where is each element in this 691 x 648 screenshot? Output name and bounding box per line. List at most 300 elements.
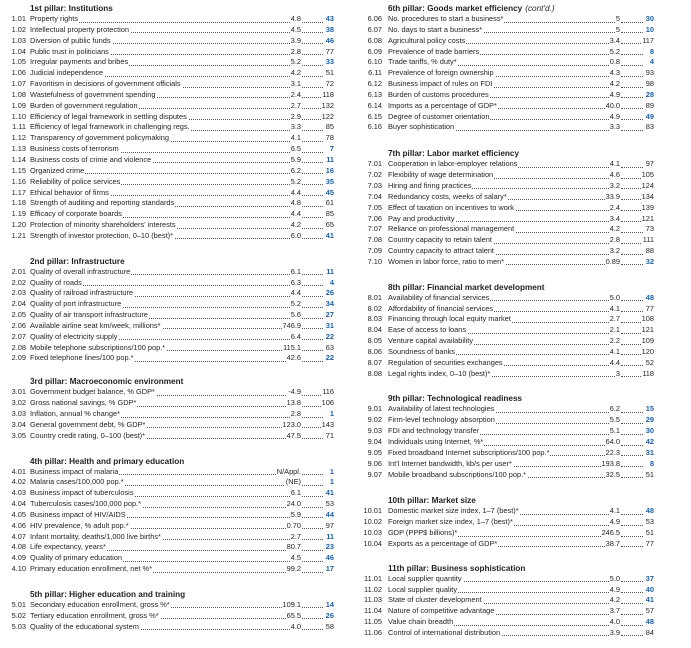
indicator-rank: 32 [645, 256, 654, 266]
indicator-row [0, 112, 340, 123]
indicator-row [356, 426, 686, 437]
indicator-value: 2.4 [290, 89, 301, 99]
indicator-code: 1.12 [11, 133, 26, 143]
pillar-section [0, 3, 340, 242]
rank-leader-dots [302, 206, 323, 207]
indicator-code: 8.08 [367, 368, 382, 378]
indicator-rank: 46 [325, 35, 334, 45]
indicator-rank: 57 [645, 606, 654, 616]
rank-leader-dots [302, 496, 323, 497]
indicator-value: 5.2 [609, 46, 620, 56]
indicator-label: Efficacy of corporate boards [30, 209, 122, 219]
indicator-value: 4.1 [609, 346, 620, 356]
indicator-code: 10.02 [363, 517, 382, 527]
indicator-value: 6.4 [290, 331, 301, 341]
indicator-row [0, 387, 340, 398]
pillar-section [0, 589, 340, 633]
indicator-value: 2.8 [290, 46, 301, 56]
indicator-code: 3.03 [11, 409, 26, 418]
indicator-rank: 134 [641, 191, 654, 201]
indicator-value: 4.9 [609, 584, 620, 594]
indicator-label: GDP (PPP$ billions)* [388, 528, 458, 538]
indicator-code: 1.09 [11, 100, 26, 110]
indicator-rank: 4 [329, 277, 334, 287]
indicator-label: Buyer sophistication [388, 122, 455, 132]
indicator-value: 4.8 [290, 14, 301, 23]
indicator-label: Agricultural policy costs [388, 35, 466, 45]
indicator-row [356, 235, 686, 246]
indicator-row [356, 36, 686, 47]
indicator-rank: 26 [325, 610, 334, 620]
indicator-label: Regulation of securities exchanges [388, 357, 503, 367]
rank-leader-dots [302, 43, 323, 44]
indicator-label: State of cluster development [388, 595, 482, 605]
indicator-rank: 4 [649, 57, 654, 67]
rank-leader-dots [621, 423, 643, 424]
indicator-rank: 77 [645, 303, 654, 313]
indicator-value: 0.8 [609, 57, 620, 67]
indicator-row [356, 606, 686, 617]
indicator-code: 11.02 [364, 584, 382, 594]
indicator-row [0, 198, 340, 209]
indicator-row [0, 231, 340, 242]
indicator-code: 8.05 [367, 336, 382, 346]
indicator-row [0, 600, 340, 611]
rank-leader-dots [302, 32, 323, 33]
indicator-value: 4.4 [290, 288, 301, 298]
indicator-code: 1.05 [11, 57, 26, 67]
indicator-label: Country credit rating, 0–100 (best)* [30, 430, 146, 440]
indicator-row [0, 25, 340, 36]
indicator-label: Fixed broadband Internet subscriptions/100 pop.* [388, 447, 550, 457]
rank-leader-dots [621, 536, 643, 537]
indicator-label: No. procedures to start a business* [388, 14, 504, 23]
indicator-value: 5.2 [290, 299, 301, 309]
indicator-value: 4.5 [290, 24, 301, 34]
indicator-label: Business impact of rules on FDI [388, 79, 493, 89]
indicator-rank: 85 [325, 122, 334, 132]
indicator-value: 6.3 [290, 277, 301, 287]
indicator-code: 1.11 [12, 122, 26, 132]
indicator-label: FDI and technology transfer [388, 426, 480, 436]
indicator-value: 5.5 [609, 415, 620, 425]
indicator-value: 4.4 [609, 357, 620, 367]
indicator-value: 33.9 [605, 191, 620, 201]
indicator-code: 1.04 [11, 46, 26, 56]
indicator-code: 6.10 [367, 57, 382, 67]
indicator-value: 2.9 [290, 111, 301, 121]
indicator-label: Available airline seat km/week, millions* [30, 320, 161, 330]
indicator-code: 4.03 [11, 488, 26, 498]
indicator-code: 1.08 [11, 89, 26, 99]
pillar-title-text: 1st pillar: Institutions [30, 4, 113, 13]
indicator-rank: 22 [325, 331, 334, 341]
indicator-label: Local supplier quality [388, 584, 458, 594]
indicator-rank: 88 [645, 246, 654, 256]
indicator-label: Reliability of police services [30, 176, 121, 186]
indicator-row [0, 332, 340, 343]
indicator-row [356, 585, 686, 596]
rank-leader-dots [302, 173, 323, 174]
indicator-value: 4.2 [290, 68, 301, 78]
indicator-row [356, 336, 686, 347]
indicator-label: Control of international distribution [388, 627, 501, 637]
indicator-code: 2.08 [11, 342, 26, 352]
indicator-rank: 29 [645, 415, 654, 425]
indicator-row [356, 246, 686, 257]
indicator-rank: 1 [329, 409, 334, 418]
indicator-label: Quality of overall infrastructure [30, 266, 131, 276]
rank-leader-dots [302, 629, 323, 630]
indicator-code: 9.07 [367, 469, 382, 479]
pillar-section [356, 3, 686, 133]
pillar-title-text: 4th pillar: Health and primary education [30, 456, 185, 466]
indicator-row [356, 170, 686, 181]
pillar-title-text: 10th pillar: Market size [388, 496, 476, 506]
indicator-code: 7.06 [367, 213, 382, 223]
indicator-row [0, 47, 340, 58]
indicator-code: 10.04 [363, 538, 382, 548]
indicator-rank: 121 [641, 213, 654, 223]
indicator-value: 3.4 [609, 35, 620, 45]
rank-leader-dots [621, 466, 643, 467]
indicator-value: 4.1 [609, 159, 620, 169]
indicator-rank: 73 [645, 224, 654, 234]
indicator-label: General government debt, % GDP* [30, 419, 146, 429]
indicator-code: 2.05 [11, 310, 26, 320]
indicator-row [0, 611, 340, 622]
indicator-rank: 41 [325, 230, 334, 240]
indicator-code: 4.06 [11, 520, 26, 530]
indicator-label: Effect of taxation on incentives to work [388, 202, 514, 212]
indicator-row [356, 25, 686, 36]
indicator-rank: 44 [325, 509, 334, 519]
indicator-label: Ease of access to loans [388, 325, 467, 335]
right-column [356, 0, 686, 639]
indicator-label: Malaria cases/100,000 pop.* [30, 477, 124, 487]
rank-leader-dots [621, 603, 643, 604]
indicator-value: 193.8 [601, 458, 620, 468]
indicator-value: 65.5 [286, 610, 301, 620]
indicator-rank: 109 [641, 336, 654, 346]
indicator-code: 5.02 [11, 610, 26, 620]
indicator-value: 2.1 [609, 325, 620, 335]
indicator-code: 7.03 [367, 180, 382, 190]
indicator-label: Tuberculosis cases/100,000 pop.* [30, 499, 142, 509]
indicator-code: 6.13 [367, 89, 382, 99]
rank-leader-dots [302, 162, 323, 163]
indicator-row [356, 574, 686, 585]
indicator-row [0, 488, 340, 499]
indicator-row [0, 166, 340, 177]
indicator-rank: 139 [641, 202, 654, 212]
indicator-code: 7.07 [367, 224, 382, 234]
rank-leader-dots [302, 350, 323, 351]
rank-leader-dots [302, 22, 323, 23]
indicator-row [356, 539, 686, 550]
indicator-label: Individuals using Internet, %* [388, 437, 484, 446]
indicator-label: Country capacity to retain talent [388, 235, 492, 245]
indicator-label: Affordability of financial services [388, 303, 494, 313]
indicator-code: 7.05 [367, 202, 382, 212]
indicator-row [356, 595, 686, 606]
indicator-row [0, 220, 340, 231]
indicator-rank: 97 [325, 520, 334, 530]
indicator-label: Wastefulness of government spending [30, 89, 156, 99]
indicator-code: 1.18 [11, 198, 26, 208]
indicator-label: Diversion of public funds [30, 35, 111, 45]
rank-leader-dots [302, 438, 323, 439]
indicator-label: Redundancy costs, weeks of salary* [388, 191, 507, 201]
indicator-row [356, 57, 686, 68]
indicator-row [356, 369, 686, 380]
indicator-value: 0.70 [286, 520, 301, 530]
indicator-rank: 17 [325, 564, 334, 574]
indicator-label: Irregular payments and bribes [30, 57, 129, 67]
indicator-value: 2.8 [609, 235, 620, 245]
indicator-row [0, 409, 340, 420]
indicator-label: Legal rights index, 0–10 (best)* [388, 368, 491, 378]
indicator-code: 5.01 [11, 599, 26, 609]
indicator-value: 2.8 [290, 409, 301, 418]
indicator-row [0, 499, 340, 510]
indicator-label: HIV prevalence, % adult pop.* [30, 520, 129, 530]
indicator-label: Infant mortality, deaths/1,000 live births* [30, 531, 161, 541]
pillar-title [356, 148, 686, 159]
indicator-value: 38.7 [605, 538, 620, 548]
indicator-value: 5.6 [290, 310, 301, 320]
indicator-rank: 89 [645, 100, 654, 110]
indicator-row [0, 398, 340, 409]
rank-leader-dots [302, 65, 323, 66]
indicator-label: Quality of primary education [30, 553, 123, 563]
pillar-title [356, 563, 686, 574]
indicator-value: 4.0 [609, 617, 620, 627]
indicator-value: 3.9 [290, 35, 301, 45]
rank-leader-dots [302, 485, 323, 486]
indicator-label: Efficiency of legal framework in challenging regs. [30, 122, 190, 132]
indicator-label: Business costs of terrorism [30, 144, 119, 154]
indicator-rank: 77 [325, 46, 334, 56]
indicator-rank: 83 [645, 122, 654, 132]
indicator-row [356, 448, 686, 459]
rank-leader-dots [621, 65, 643, 66]
indicator-code: 7.04 [367, 191, 382, 201]
rank-leader-dots [302, 572, 323, 573]
indicator-label: No. days to start a business* [388, 24, 483, 34]
indicator-code: 8.06 [367, 346, 382, 356]
indicator-rank: 10 [645, 24, 654, 34]
indicator-row [0, 532, 340, 543]
indicator-value: 5 [615, 24, 620, 34]
pillar-title-text: 9th pillar: Technological readiness [388, 394, 523, 404]
indicator-value: 6.2 [290, 165, 301, 175]
indicator-row [0, 420, 340, 431]
indicator-code: 1.15 [11, 165, 26, 175]
indicator-rank: 63 [325, 342, 334, 352]
indicator-row [356, 437, 686, 448]
indicator-label: Prevalence of foreign ownership [388, 68, 494, 78]
rank-leader-dots [302, 417, 323, 418]
indicator-code: 1.17 [11, 187, 26, 197]
indicator-label: Quality of air transport infrastructure [30, 310, 148, 320]
indicator-value: 4.8 [290, 198, 301, 208]
indicator-row [0, 14, 340, 25]
indicator-value: 47.5 [286, 430, 301, 440]
rank-leader-dots [302, 184, 323, 185]
rank-leader-dots [302, 87, 323, 88]
indicator-value: 115.1 [283, 342, 301, 352]
indicator-row [0, 278, 340, 289]
indicator-rank: 58 [325, 621, 334, 631]
indicator-row [0, 122, 340, 133]
indicator-label: Foreign market size index, 1–7 (best)* [388, 517, 513, 527]
indicator-row [356, 224, 686, 235]
indicator-row [0, 188, 340, 199]
indicator-label: Nature of competitive advantage [388, 606, 495, 616]
indicator-row [0, 542, 340, 553]
rank-leader-dots [302, 238, 323, 239]
indicator-label: Business impact of malaria [30, 466, 119, 476]
indicator-label: Organized crime [30, 165, 85, 175]
indicator-rank: 93 [645, 68, 654, 78]
indicator-code: 4.09 [11, 553, 26, 563]
indicator-rank: 116 [322, 387, 334, 397]
indicator-label: Reliance on professional management [388, 224, 515, 234]
rank-leader-dots [302, 152, 323, 153]
indicator-row [356, 325, 686, 336]
rank-leader-dots [621, 32, 643, 33]
indicator-rank: 14 [325, 599, 334, 609]
indicator-code: 9.01 [367, 404, 382, 414]
indicator-rank: 16 [325, 165, 334, 175]
indicator-label: Burden of government regulation [30, 100, 138, 110]
pillar-title [0, 589, 340, 600]
rank-leader-dots [621, 592, 643, 593]
indicator-code: 11.03 [364, 595, 382, 605]
indicator-value: 6.1 [290, 488, 301, 498]
indicator-label: Firm-level technology absorption [388, 415, 495, 425]
indicator-code: 11.06 [364, 627, 382, 637]
indicator-code: 4.07 [11, 531, 26, 541]
indicator-row [0, 431, 340, 442]
indicator-code: 3.01 [11, 387, 26, 397]
indicator-code: 11.05 [364, 617, 382, 627]
indicator-code: 8.07 [367, 357, 382, 367]
pillar-title [356, 495, 686, 506]
indicator-value: 4.1 [290, 133, 301, 143]
indicator-rank: 53 [325, 499, 334, 509]
indicator-label: Gross national savings, % GDP* [30, 398, 137, 408]
indicator-rank: 11 [326, 531, 334, 541]
rank-leader-dots [302, 76, 323, 77]
indicator-row [356, 304, 686, 315]
indicator-value: 3 [615, 368, 620, 378]
pillar-section [356, 495, 686, 549]
indicator-code: 2.03 [11, 288, 26, 298]
indicator-code: 1.07 [11, 79, 26, 89]
indicator-value: 4.3 [609, 68, 620, 78]
pillar-title [356, 393, 686, 404]
rank-leader-dots [621, 581, 643, 582]
indicator-value: 32.5 [605, 469, 620, 479]
indicator-code: 9.03 [367, 426, 382, 436]
indicator-value: 3.1 [290, 79, 301, 89]
indicator-code: 4.02 [11, 477, 26, 487]
indicator-code: 6.14 [367, 100, 382, 110]
indicator-row [356, 470, 686, 481]
indicator-code: 1.21 [11, 230, 26, 240]
indicator-value: 4.5 [290, 553, 301, 563]
indicator-value: 3.7 [609, 606, 620, 616]
rank-leader-dots [302, 339, 323, 340]
indicator-code: 1.16 [11, 176, 26, 186]
indicator-row [356, 159, 686, 170]
rank-leader-dots [302, 607, 323, 608]
indicator-label: Life expectancy, years* [30, 542, 106, 552]
indicator-rank: 31 [645, 447, 654, 457]
indicator-rank: 26 [325, 288, 334, 298]
indicator-rank: 65 [325, 220, 334, 230]
indicator-label: Prevalence of trade barriers [388, 46, 480, 56]
indicator-code: 2.07 [11, 331, 26, 341]
indicator-code: 1.02 [11, 24, 26, 34]
indicator-row [0, 267, 340, 278]
indicator-rank: 48 [645, 617, 654, 627]
indicator-value: 5.0 [609, 292, 620, 302]
rank-leader-dots [621, 119, 643, 120]
indicator-row [0, 299, 340, 310]
rank-leader-dots [302, 539, 323, 540]
indicator-label: Imports as a percentage of GDP* [388, 100, 497, 110]
rank-leader-dots [621, 311, 643, 312]
indicator-row [356, 517, 686, 528]
indicator-value: 80.7 [286, 542, 301, 552]
indicator-code: 4.01 [11, 466, 26, 476]
indicator-code: 9.04 [367, 437, 382, 446]
indicator-rank: 121 [641, 325, 654, 335]
indicator-code: 5.03 [11, 621, 26, 631]
indicator-row [356, 415, 686, 426]
indicator-label: Pay and productivity [388, 213, 455, 223]
rank-leader-dots [302, 395, 323, 396]
pillar-title-text: 7th pillar: Labor market efficiency [388, 149, 520, 159]
rank-leader-dots [302, 550, 323, 551]
indicator-value: 3.9 [609, 627, 620, 637]
rank-leader-dots [621, 130, 643, 131]
indicator-label: Strength of auditing and reporting standards [30, 198, 175, 208]
pillar-title [0, 256, 340, 267]
indicator-code: 11.04 [364, 606, 382, 616]
indicator-value: 3.2 [609, 246, 620, 256]
indicator-row [0, 133, 340, 144]
rank-leader-dots [621, 445, 643, 446]
indicator-value: 6.0 [290, 230, 301, 240]
indicator-code: 7.09 [367, 246, 382, 256]
indicator-code: 3.02 [11, 398, 26, 408]
indicator-row [356, 293, 686, 304]
indicator-rank: 51 [645, 469, 654, 479]
indicator-code: 1.06 [11, 68, 26, 78]
indicator-value: 2.7 [290, 100, 301, 110]
indicator-row [0, 310, 340, 321]
rank-leader-dots [621, 300, 643, 301]
indicator-label: Soundness of banks [388, 346, 455, 356]
indicator-code: 8.02 [367, 303, 382, 313]
indicator-code: 1.03 [11, 35, 26, 45]
indicator-code: 6.12 [367, 79, 382, 89]
rank-leader-dots [302, 54, 323, 55]
